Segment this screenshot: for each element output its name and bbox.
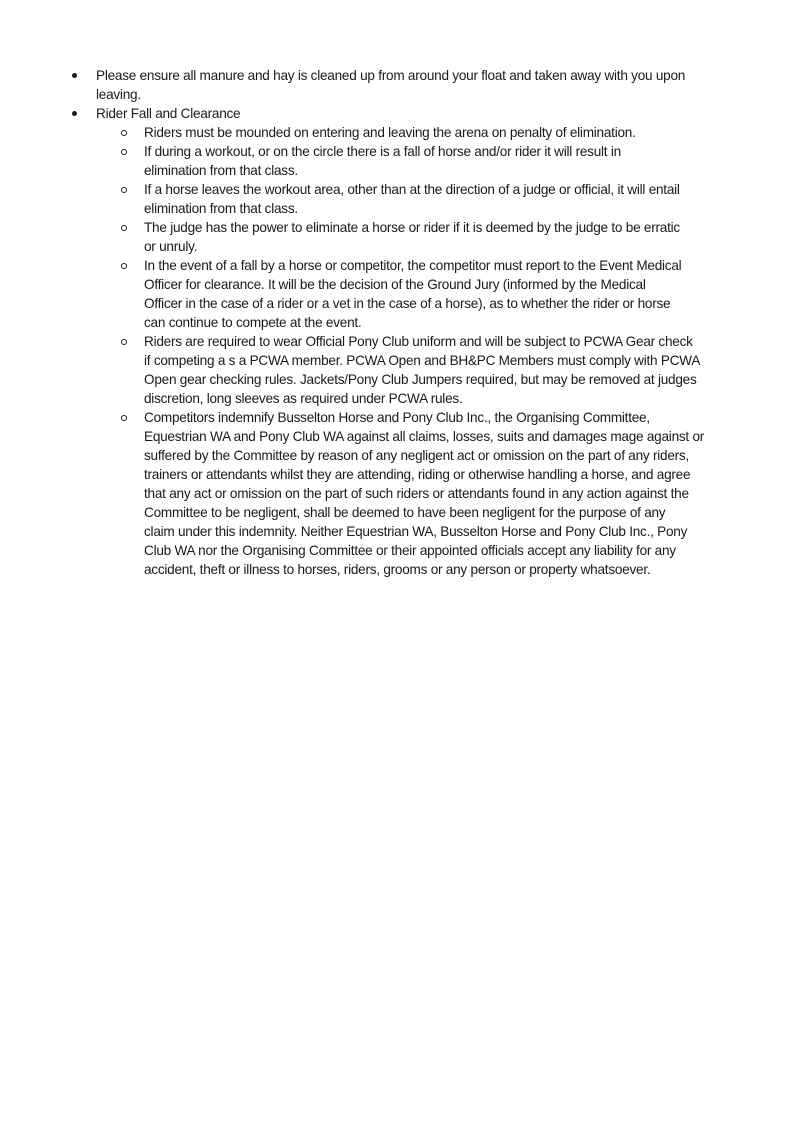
text-line: accident, theft or illness to horses, riders, grooms or any person or property whatsoever.	[144, 562, 651, 577]
text-line: Officer for clearance. It will be the decision of the Ground Jury (informed by the Medical	[144, 277, 646, 292]
text-line: suffered by the Committee by reason of any negligent act or omission on the part of any riders,	[144, 448, 689, 463]
text-line: that any act or omission on the part of such riders or attendants found in any action against the	[144, 486, 689, 501]
text-line: Officer in the case of a rider or a vet in the case of a horse), as to whether the rider or horse	[144, 296, 671, 311]
section-heading: Rider Fall and Clearance	[96, 106, 241, 121]
text-line: If during a workout, or on the circle there is a fall of horse and/or rider it will result in	[144, 144, 621, 159]
text-line: If a horse leaves the workout area, other than at the direction of a judge or official, it will entail	[144, 182, 680, 197]
text-line: discretion, long sleeves as required under PCWA rules.	[144, 391, 463, 406]
sub-item-mounted	[144, 123, 764, 142]
text-line: Riders are required to wear Official Pony Club uniform and will be subject to PCWA Gear check	[144, 334, 693, 349]
text-line: Riders must be mounded on entering and leaving the arena on penalty of elimination.	[144, 125, 636, 140]
sub-item-medical-clearance	[144, 256, 764, 332]
sub-item-indemnity	[144, 408, 764, 579]
text-line: Please ensure all manure and hay is cleaned up from around your float and taken away with you upon	[96, 68, 686, 83]
sub-item-judge-power	[144, 218, 764, 256]
circle-bullet-icon	[121, 415, 127, 421]
text-line: claim under this indemnity. Neither Equestrian WA, Busselton Horse and Pony Club Inc., Pony	[144, 524, 688, 539]
bullet-dot-icon	[72, 111, 77, 116]
text-line: elimination from that class.	[144, 201, 298, 216]
circle-bullet-icon	[121, 187, 127, 193]
circle-bullet-icon	[121, 263, 127, 269]
circle-bullet-icon	[121, 149, 127, 155]
text-line: Equestrian WA and Pony Club WA against all claims, losses, suits and damages mage against or	[144, 429, 705, 444]
text-line: leaving.	[96, 87, 141, 102]
text-line: Club WA nor the Organising Committee or their appointed officials accept any liability for any	[144, 543, 676, 558]
text-line: Competitors indemnify Busselton Horse and Pony Club Inc., the Organising Committee,	[144, 410, 650, 425]
circle-bullet-icon	[121, 130, 127, 136]
sub-item-leaves-area	[144, 180, 764, 218]
bullet-item-rider-fall	[96, 104, 756, 123]
circle-bullet-icon	[121, 225, 127, 231]
sub-item-fall-workout	[144, 142, 764, 180]
bullet-item-manure	[96, 66, 756, 104]
circle-bullet-icon	[121, 339, 127, 345]
sub-item-uniform	[144, 332, 764, 408]
text-line: elimination from that class.	[144, 163, 298, 178]
bullet-dot-icon	[72, 73, 77, 78]
text-line: Open gear checking rules. Jackets/Pony Club Jumpers required, but may be removed at judges	[144, 372, 697, 387]
text-line: can continue to compete at the event.	[144, 315, 362, 330]
text-line: if competing a s a PCWA member. PCWA Open and BH&PC Members must comply with PCWA	[144, 353, 701, 368]
text-line: or unruly.	[144, 239, 198, 254]
text-line: The judge has the power to eliminate a horse or rider if it is deemed by the judge to be erratic	[144, 220, 680, 235]
text-line: Committee to be negligent, shall be deemed to have been negligent for the purpose of any	[144, 505, 666, 520]
text-line: trainers or attendants whilst they are attending, riding or otherwise handling a horse, and agree	[144, 467, 691, 482]
text-line: In the event of a fall by a horse or competitor, the competitor must report to the Event Medical	[144, 258, 682, 273]
